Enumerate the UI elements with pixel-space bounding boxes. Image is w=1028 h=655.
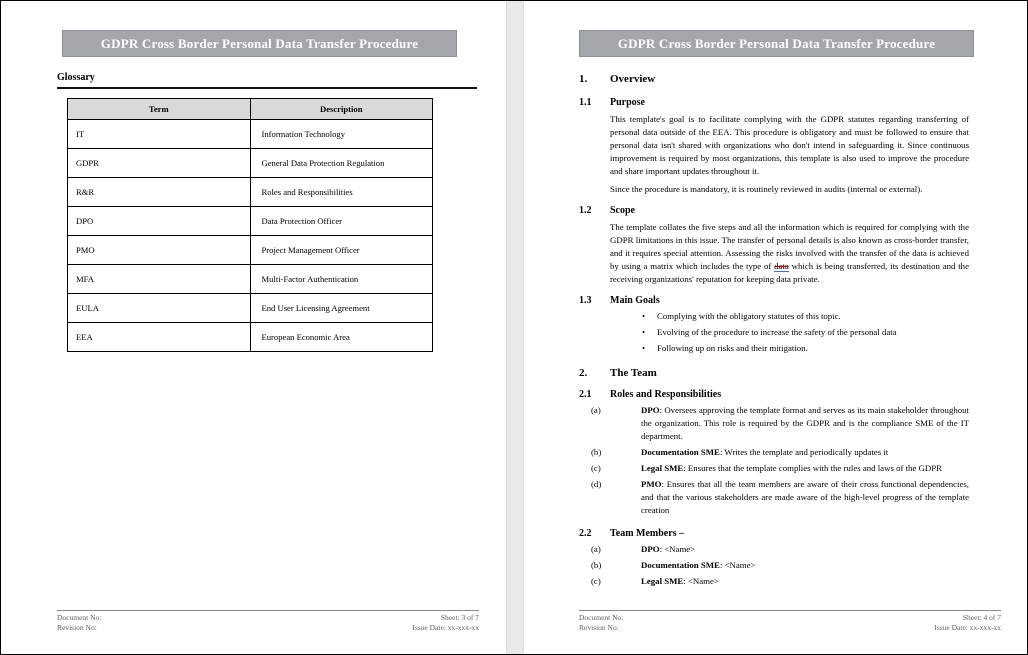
role-list-item bbox=[591, 478, 969, 517]
purpose-paragraph-1: This template's goal is to facilitate complying with the GDPR statutes regarding transferring of personal data outside of the EEA. This procedure is obligatory and must be followed to ensure that personal data isn't shared with organizations who don't intend in safeguarding it. Since continuous improvement is required by most organizations, this template is also used to improve the procedure and share important updates throughout it. bbox=[610, 114, 969, 176]
list-text: Legal SME: Ensures that the template complies with the rules and laws of the GDPR bbox=[641, 463, 943, 473]
section-number: 1. bbox=[579, 73, 588, 85]
list-marker: (b) bbox=[591, 447, 602, 457]
term-cell: EEA bbox=[68, 323, 251, 352]
table-header-row bbox=[68, 99, 433, 120]
bullet-text: Evolving of the procedure to increase the safety of the personal data bbox=[657, 327, 897, 337]
list-marker: (a) bbox=[591, 544, 601, 554]
bullet-text: Complying with the obligatory statutes of this topic. bbox=[657, 311, 841, 321]
sheet-number: Sheet: 3 of 7 bbox=[440, 613, 479, 622]
term-cell: PMO bbox=[68, 236, 251, 265]
member-list-item bbox=[591, 543, 969, 556]
bullet-text: Following up on risks and their mitigation. bbox=[657, 343, 808, 353]
section-number: 2. bbox=[579, 367, 588, 379]
section-number: 1.2 bbox=[579, 205, 592, 216]
page-4[interactable] bbox=[524, 1, 1027, 654]
table-row bbox=[68, 265, 433, 294]
glossary-heading: Glossary bbox=[57, 72, 477, 89]
term-cell: IT bbox=[68, 120, 251, 149]
section-number: 1.1 bbox=[579, 97, 592, 108]
table-row bbox=[68, 294, 433, 323]
description-cell: Multi-Factor Authentication bbox=[250, 265, 433, 294]
table-row bbox=[68, 178, 433, 207]
section-title: Overview bbox=[610, 73, 656, 85]
table-row bbox=[68, 236, 433, 265]
member-list-item bbox=[591, 559, 969, 572]
table-row bbox=[68, 149, 433, 178]
page-3[interactable] bbox=[1, 1, 506, 654]
footer-left bbox=[57, 613, 101, 632]
sheet-number: Sheet: 4 of 7 bbox=[962, 613, 1001, 622]
list-text: PMO: Ensures that all the team members are aware of their cross functional dependencies, and that the various stakeholders are made aware of the high-level progress of the template creation bbox=[641, 479, 969, 515]
term-cell: DPO bbox=[68, 207, 251, 236]
title-banner bbox=[62, 30, 457, 57]
purpose-paragraph-2: Since the procedure is mandatory, it is routinely reviewed in audits (internal or external). bbox=[610, 184, 923, 194]
column-header-term: Term bbox=[68, 99, 251, 120]
revision-no-label: Revision No: bbox=[579, 622, 619, 632]
term-cell: MFA bbox=[68, 265, 251, 294]
scope-text-before: The template collates the five steps and all the information which is required for complying with the GDPR limitations in this issue. The transfer of personal details is also known as cross-border transfer, and it requires special attention. Assessing the risks involved with the transfer of the data is achieved by using a matrix which includes the type of bbox=[610, 222, 969, 271]
section-2-2-heading bbox=[579, 527, 969, 540]
bullet-icon: • bbox=[642, 343, 646, 353]
scope-text-after: which is being transferred, its destination and the receiving organizations' reputation for keeping data private. bbox=[610, 261, 969, 284]
section-1-1-heading bbox=[579, 96, 969, 109]
bullet-icon: • bbox=[642, 327, 646, 337]
footer-left bbox=[579, 613, 623, 632]
section-1-3-heading bbox=[579, 294, 969, 307]
table-row bbox=[68, 323, 433, 352]
list-marker: (c) bbox=[591, 576, 601, 586]
section-1-heading bbox=[579, 73, 969, 86]
section-1-2-heading bbox=[579, 204, 969, 217]
page-footer bbox=[579, 610, 1001, 632]
document-no-label: Document No: bbox=[579, 613, 624, 622]
list-marker: (c) bbox=[591, 463, 601, 473]
column-header-description: Description bbox=[250, 99, 433, 120]
title-banner bbox=[579, 30, 974, 57]
page-gap bbox=[506, 1, 524, 654]
description-cell: Information Technology bbox=[250, 120, 433, 149]
page-3-content bbox=[57, 30, 457, 352]
section-title: Main Goals bbox=[610, 295, 660, 306]
revision-no-label: Revision No: bbox=[57, 622, 97, 632]
section-title: Purpose bbox=[610, 97, 645, 108]
section-2-heading bbox=[579, 367, 969, 380]
table-row bbox=[68, 207, 433, 236]
page-4-content bbox=[579, 30, 969, 588]
bullet-icon: • bbox=[642, 311, 646, 321]
footer-right bbox=[934, 613, 1001, 632]
tracked-change-word: data bbox=[774, 261, 789, 271]
goal-bullet-item bbox=[642, 326, 969, 339]
glossary-table bbox=[67, 98, 433, 352]
list-marker: (b) bbox=[591, 560, 602, 570]
table-row bbox=[68, 120, 433, 149]
footer-right bbox=[412, 613, 479, 632]
issue-date: Issue Date: xx-xxx-xx bbox=[412, 622, 479, 632]
description-cell: General Data Protection Regulation bbox=[250, 149, 433, 178]
section-2-1-heading bbox=[579, 388, 969, 401]
goal-bullet-item bbox=[642, 310, 969, 323]
description-cell: Roles and Responsibilities bbox=[250, 178, 433, 207]
list-marker: (a) bbox=[591, 405, 601, 415]
term-cell: R&R bbox=[68, 178, 251, 207]
description-cell: European Economic Area bbox=[250, 323, 433, 352]
term-cell: EULA bbox=[68, 294, 251, 323]
description-cell: Data Protection Officer bbox=[250, 207, 433, 236]
section-title: Team Members – bbox=[610, 528, 685, 539]
goal-bullet-item bbox=[642, 342, 969, 355]
list-text: Legal SME: <Name> bbox=[641, 576, 719, 586]
role-list-item bbox=[591, 446, 969, 459]
document-title: GDPR Cross Border Personal Data Transfer Procedure bbox=[100, 36, 419, 51]
section-title: The Team bbox=[610, 367, 657, 379]
list-text: Documentation SME: Writes the template and periodically updates it bbox=[641, 447, 889, 457]
term-cell: GDPR bbox=[68, 149, 251, 178]
member-list-item bbox=[591, 575, 969, 588]
description-cell: Project Management Officer bbox=[250, 236, 433, 265]
list-text: DPO: Oversees approving the template format and serves as its main stakeholder throughout the organization. This role is required by the GDPR and is the compliance SME of the IT department. bbox=[641, 405, 969, 441]
section-number: 2.2 bbox=[579, 528, 592, 539]
list-text: Documentation SME: <Name> bbox=[641, 560, 756, 570]
section-title: Roles and Responsibilities bbox=[610, 389, 722, 400]
scope-paragraph bbox=[610, 221, 969, 286]
role-list-item bbox=[591, 404, 969, 443]
document-no-label: Document No: bbox=[57, 613, 102, 622]
list-marker: (d) bbox=[591, 479, 602, 489]
section-number: 1.3 bbox=[579, 295, 592, 306]
document-title: GDPR Cross Border Personal Data Transfer Procedure bbox=[617, 36, 936, 51]
section-title: Scope bbox=[610, 205, 635, 216]
issue-date: Issue Date: xx-xxx-xx bbox=[934, 622, 1001, 632]
role-list-item bbox=[591, 462, 969, 475]
description-cell: End User Licensing Agreement bbox=[250, 294, 433, 323]
list-text: DPO: <Name> bbox=[641, 544, 696, 554]
page-footer bbox=[57, 610, 479, 632]
section-number: 2.1 bbox=[579, 389, 592, 400]
